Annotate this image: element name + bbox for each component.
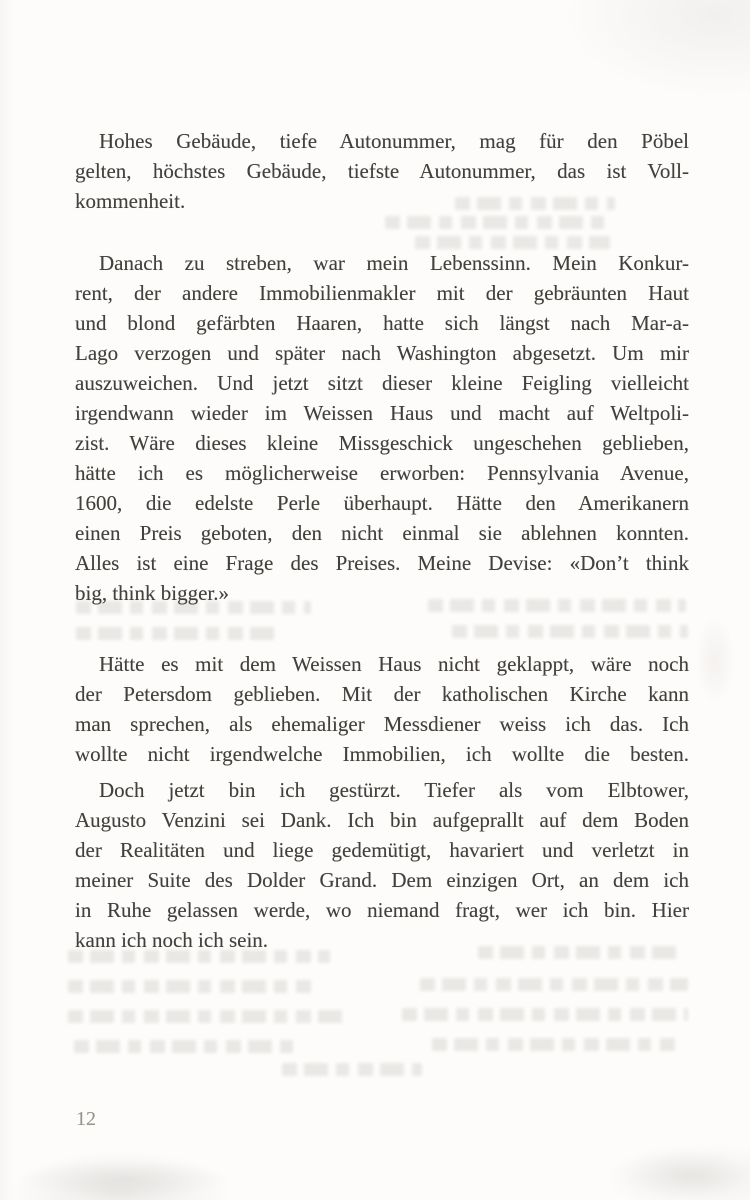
text-line: kann ich noch ich sein. — [75, 928, 269, 952]
show-through-text-artifact — [415, 236, 610, 249]
text-line: und blond gefärbten Haaren, hatte sich längst nach Mar-a- — [75, 311, 689, 335]
text-line: big, think bigger.» — [75, 581, 229, 605]
show-through-text-artifact — [68, 1010, 346, 1023]
paragraph — [75, 248, 689, 608]
text-line: Danach zu streben, war mein Lebenssinn. Mein Konkur- — [99, 251, 689, 275]
show-through-text-artifact — [385, 216, 610, 229]
text-line: 1600, die edelste Perle überhaupt. Hätte den Amerikanern — [75, 491, 689, 515]
show-through-text-artifact — [282, 1063, 422, 1076]
scan-smudge — [695, 615, 735, 705]
text-line: zist. Wäre dieses kleine Missgeschick ungeschehen geblieben, — [75, 431, 689, 455]
text-line: hätte ich es möglicherweise erworben: Pennsylvania Avenue, — [75, 461, 689, 485]
text-line: der Realitäten und liege gedemütigt, havariert und verletzt in — [75, 838, 689, 862]
show-through-text-artifact — [455, 197, 615, 210]
page-number: 12 — [76, 1108, 96, 1130]
show-through-text-artifact — [432, 1038, 680, 1051]
text-block — [75, 126, 689, 955]
show-through-text-artifact — [68, 980, 318, 993]
scan-smudge — [20, 1160, 230, 1198]
show-through-text-artifact — [402, 1008, 688, 1021]
text-line: einen Preis geboten, den nicht einmal sie ablehnen konnten. — [75, 521, 689, 545]
text-line: Hätte es mit dem Weissen Haus nicht geklappt, wäre noch — [99, 652, 689, 676]
text-line: der Petersdom geblieben. Mit der katholischen Kirche kann — [75, 682, 689, 706]
text-line: rent, der andere Immobilienmakler mit der gebräunten Haut — [75, 281, 689, 305]
text-line: auszuweichen. Und jetzt sitzt dieser kleine Feigling vielleicht — [75, 371, 689, 395]
show-through-text-artifact — [74, 1040, 302, 1053]
text-line: man sprechen, als ehemaliger Messdiener weiss ich das. Ich — [75, 712, 689, 736]
show-through-text-artifact — [478, 946, 683, 959]
scan-smudge — [620, 1150, 750, 1198]
paragraph — [75, 649, 689, 769]
text-line: Lago verzogen und später nach Washington abgesetzt. Um mir — [75, 341, 689, 365]
text-line: wollte nicht irgendwelche Immobilien, ich wollte die besten. — [75, 742, 689, 766]
show-through-text-artifact — [76, 601, 311, 614]
show-through-text-artifact — [452, 625, 688, 638]
text-line: Doch jetzt bin ich gestürzt. Tiefer als vom Elbtower, — [99, 778, 689, 802]
show-through-text-artifact — [420, 978, 688, 991]
text-line: kommenheit. — [75, 189, 186, 213]
show-through-text-artifact — [428, 599, 686, 612]
text-line: irgendwann wieder im Weissen Haus und macht auf Weltpoli- — [75, 401, 689, 425]
show-through-text-artifact — [68, 950, 330, 963]
text-line: meiner Suite des Dolder Grand. Dem einzigen Ort, an dem ich — [75, 868, 689, 892]
text-line: Augusto Venzini sei Dank. Ich bin aufgeprallt auf dem Boden — [75, 808, 689, 832]
text-line: in Ruhe gelassen werde, wo niemand fragt, wer ich bin. Hier — [75, 898, 689, 922]
text-line: Alles ist eine Frage des Preises. Meine Devise: «Don’t think — [75, 551, 689, 575]
text-line: Hohes Gebäude, tiefe Autonummer, mag für den Pöbel — [99, 129, 689, 153]
paragraph — [75, 775, 689, 955]
text-line: gelten, höchstes Gebäude, tiefste Autonummer, das ist Voll- — [75, 159, 689, 183]
show-through-text-artifact — [76, 627, 281, 640]
